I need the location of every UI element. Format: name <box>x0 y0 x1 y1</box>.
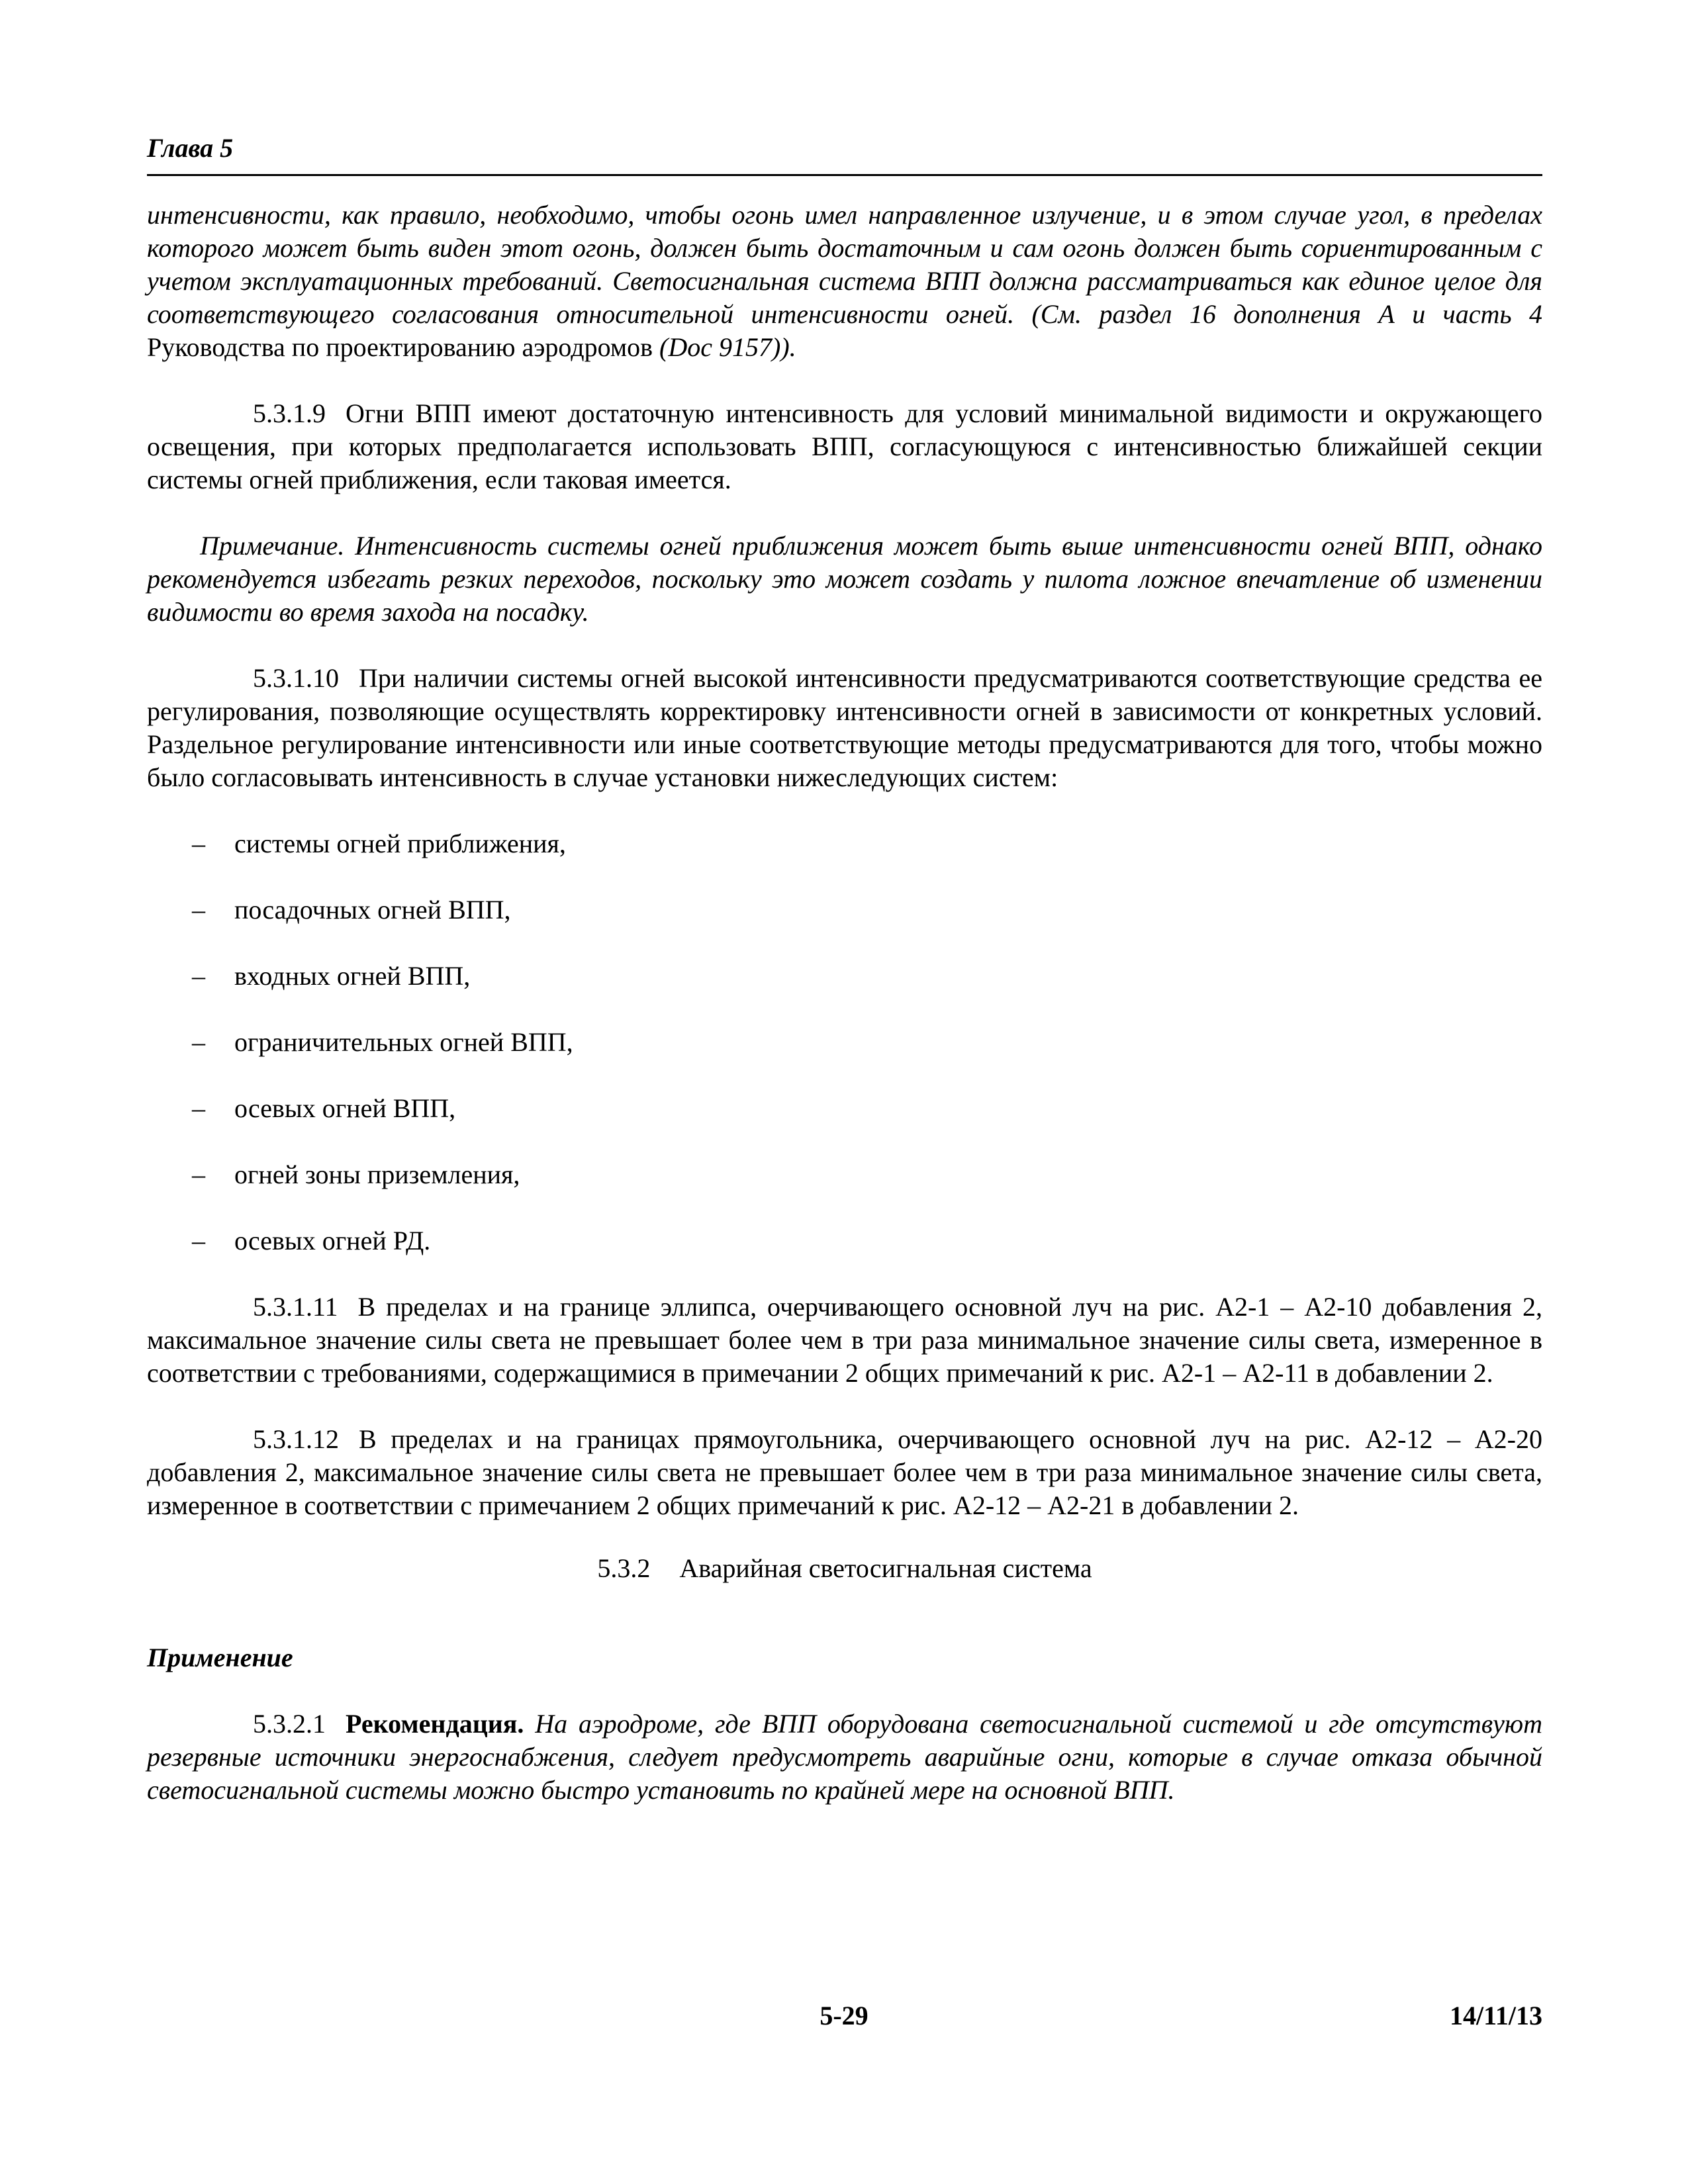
list-item-text: огней зоны приземления, <box>234 1160 520 1189</box>
chapter-header: Глава 5 <box>147 133 234 163</box>
list-item-text: осевых огней РД. <box>234 1226 431 1255</box>
paragraph-5-3-1-12 <box>147 1423 1542 1522</box>
list-dash: – <box>192 1027 205 1057</box>
section-number: 5.3.2 <box>597 1553 651 1583</box>
list-dash: – <box>192 829 205 858</box>
paragraph-5-3-1-10 <box>147 662 1542 794</box>
paragraph-number: 5.3.1.10 <box>253 663 339 693</box>
intro-doc-title: Руководства по проектированию аэродромов <box>147 332 653 362</box>
section-title: Аварийная светосигнальная система <box>679 1553 1092 1583</box>
paragraph-5-3-2-1 <box>147 1707 1542 1807</box>
paragraph-text: Огни ВПП имеют достаточную интенсивность для условий минимальной видимости и окружающего освещения, при которых предполагается использовать ВПП, согласующуюся с интенсивностью ближайшей секции системы огней приближения, если таковая имеется. <box>147 398 1542 494</box>
list-dash: – <box>192 895 205 925</box>
list-item-text: посадочных огней ВПП, <box>234 895 511 925</box>
systems-list <box>147 827 1542 1257</box>
list-dash: – <box>192 961 205 991</box>
application-heading: Применение <box>147 1643 293 1672</box>
paragraph-text: В пределах и на границе эллипса, очерчивающего основной луч на рис. А2-1 – А2-10 добавления 2, максимальное значение силы света не превышает более чем в три раза минимальное значение силы света, измеренное в соответствии с требованиями, содержащимися в примечании 2 общих примечаний к рис. А2-1 – А2-11 в добавлении 2. <box>147 1292 1542 1388</box>
section-heading-5-3-2 <box>147 1552 1542 1585</box>
paragraph-number: 5.3.1.11 <box>253 1292 338 1322</box>
page-content <box>147 199 1542 1807</box>
list-item-text: ограничительных огней ВПП, <box>234 1027 573 1057</box>
paragraph-number: 5.3.2.1 <box>253 1709 326 1739</box>
list-item <box>147 1224 1542 1257</box>
paragraph-text: В пределах и на границах прямоугольника, очерчивающего основной луч на рис. А2-12 – А2-20 добавления 2, максимальное значение силы света не превышает более чем в три раза минимальное значение силы света, измеренное в соответствии с примечанием 2 общих примечаний к рис. А2-12 – А2-21 в добавлении 2. <box>147 1424 1542 1520</box>
intro-italic-text: интенсивности, как правило, необходимо, чтобы огонь имел направленное излучение, и в этом случае угол, в пределах которого может быть виден этот огонь, должен быть достаточным и сам огонь должен быть сориентированным с учетом эксплуатационных требований. Светосигнальная система ВПП должна рассматриваться как единое целое для соответствующего согласования относительной интенсивности огней. (См. раздел 16 дополнения А и часть 4 <box>147 200 1542 329</box>
list-dash: – <box>192 1093 205 1123</box>
list-item-text: системы огней приближения, <box>234 829 566 858</box>
list-item <box>147 1092 1542 1125</box>
paragraph-number: 5.3.1.12 <box>253 1424 339 1454</box>
list-dash: – <box>192 1160 205 1189</box>
note-paragraph: Примечание. Интенсивность системы огней приближения может быть выше интенсивности огней ВПП, однако рекомендуется избегать резких переходов, поскольку это может создать у пилота ложное впечатление об изменении видимости во время захода на посадку. <box>147 531 1542 627</box>
header-rule <box>147 174 1542 176</box>
intro-doc-ref: (Doc 9157)). <box>659 332 796 362</box>
paragraph-5-3-1-11 <box>147 1291 1542 1390</box>
list-item <box>147 1158 1542 1191</box>
list-item-text: входных огней ВПП, <box>234 961 471 991</box>
list-item <box>147 827 1542 860</box>
recommendation-label: Рекомендация. <box>346 1709 524 1739</box>
list-item <box>147 960 1542 993</box>
page-number: 5-29 <box>820 2001 868 2030</box>
list-dash: – <box>192 1226 205 1255</box>
paragraph-number: 5.3.1.9 <box>253 398 326 428</box>
paragraph-text: При наличии системы огней высокой интенсивности предусматриваются соответствующие средства ее регулирования, позволяющие осуществлять корректировку интенсивности огней в зависимости от конкретных условий. Раздельное регулирование интенсивности или иные соответствующие методы предусматриваются для того, чтобы можно было согласовывать интенсивность в случае установки нижеследующих систем: <box>147 663 1542 792</box>
page-date: 14/11/13 <box>1449 2001 1542 2030</box>
intro-paragraph <box>147 199 1542 364</box>
list-item-text: осевых огней ВПП, <box>234 1093 456 1123</box>
paragraph-text: На аэродроме, где ВПП оборудована светосигнальной системой и где отсутствуют резервные источники энергоснабжения, следует предусмотреть аварийные огни, которые в случае отказа обычной светосигнальной системы можно быстро установить по крайней мере на основной ВПП. <box>147 1709 1543 1805</box>
list-item <box>147 893 1542 927</box>
list-item <box>147 1026 1542 1059</box>
paragraph-5-3-1-9 <box>147 397 1542 496</box>
